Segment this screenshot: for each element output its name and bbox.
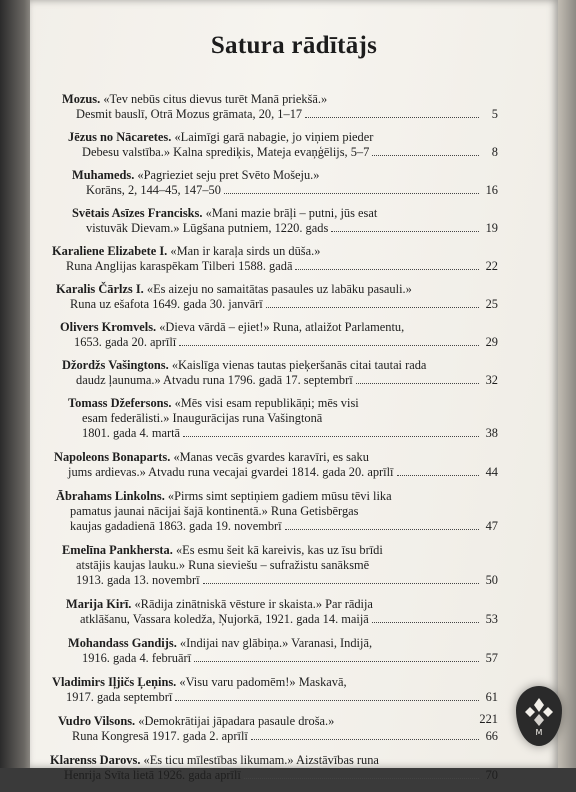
toc-quote: «Kaislīga vienas tautas pieķeršanās citai tautai rada [171, 358, 427, 372]
toc-source: atstājis kaujas lauku.» Runa sieviešu – sufražistu sanāksmē [76, 558, 370, 572]
toc-quote: «Pirms simt septiņiem gadiem mūsu tēvi lika [167, 489, 392, 503]
toc-source: 1913. gada 13. novembrī [76, 573, 200, 587]
toc-source: Henrija Svīta lietā 1926. gada aprīlī [64, 768, 241, 782]
toc-leader-dots [331, 231, 479, 232]
toc-leader-dots [175, 700, 479, 701]
toc-leader-dots [285, 529, 479, 530]
toc-entry-source-line [62, 573, 498, 588]
toc-source: daudz ļaunuma.» Atvadu runa 1796. gadā 17. septembrī [76, 373, 353, 387]
toc-entry-heading [56, 282, 498, 297]
toc-source: Korāns, 2, 144–45, 147–50 [86, 183, 221, 197]
diamond-icon [524, 696, 554, 736]
toc-source: kaujas gadadienā 1863. gada 19. novembrī [70, 519, 282, 533]
toc-quote: «Rādija zinātniskā vēsture ir skaista.» Par rādija [134, 597, 373, 611]
toc-source: 1801. gada 4. martā [82, 426, 181, 440]
toc-entry-heading [72, 168, 498, 183]
toc-source: esam federālisti.» Inaugurācijas runa Vašingtonā [82, 411, 323, 425]
toc-leader-dots [224, 193, 479, 194]
toc-entry-heading [50, 753, 498, 768]
toc-entry-heading [68, 636, 498, 651]
toc-entry-source-line [66, 612, 498, 627]
toc-entry-heading [66, 597, 498, 612]
toc-entry-heading [62, 543, 498, 558]
toc-page-number: 16 [485, 183, 498, 197]
toc-entry-source-line [58, 729, 498, 744]
toc-entry-source-line [56, 504, 498, 519]
toc-entry-source-line [72, 183, 498, 198]
toc-author: Karaliene Elizabete I. [52, 244, 168, 258]
toc-entry[interactable] [30, 244, 558, 274]
toc-quote: «Mēs visi esam republikāņi; mēs visi [174, 396, 359, 410]
toc-leader-dots [356, 383, 479, 384]
toc-page-number: 47 [485, 519, 498, 533]
toc-source: Runa Kongresā 1917. gada 2. aprīlī [72, 729, 248, 743]
toc-author: Emelīna Pankhersta. [62, 543, 173, 557]
toc-page-number: 57 [485, 651, 498, 665]
toc-quote: «Indijai nav glābiņa.» Varanasi, Indijā, [179, 636, 373, 650]
toc-author: Mohandass Gandijs. [68, 636, 177, 650]
toc-author: Svētais Asīzes Francisks. [72, 206, 203, 220]
toc-page-number: 22 [485, 259, 498, 273]
toc-page-number: 19 [485, 221, 498, 235]
toc-entry[interactable] [30, 358, 558, 388]
toc-source: 1917. gada septembrī [66, 690, 173, 704]
page-title: Satura rādītājs [210, 32, 378, 59]
toc-entry[interactable] [30, 753, 558, 783]
toc-author: Napoleons Bonaparts. [54, 450, 171, 464]
toc-entry-source-line [54, 465, 498, 480]
toc-entry-heading [62, 92, 498, 107]
toc-page-number: 70 [485, 768, 498, 782]
toc-entry[interactable] [30, 543, 558, 588]
page-number: 221 [479, 712, 498, 726]
toc-author: Vladimirs Iļjičs Ļeņins. [52, 675, 177, 689]
toc-source: Runa uz ešafota 1649. gada 30. janvārī [70, 297, 263, 311]
toc-author: Marija Kirī. [66, 597, 132, 611]
toc-entry-source-line [56, 297, 498, 312]
toc-author: Muhameds. [72, 168, 135, 182]
toc-page-number: 66 [485, 729, 498, 743]
toc-entry-heading [52, 675, 498, 690]
toc-entry-source-line [52, 690, 498, 705]
toc-quote: «Es ticu mīlestības likumam.» Aizstāvības runa [143, 753, 379, 767]
toc-source: atklāšanu, Vassara koledža, Ņujorkā, 1921. gada 14. maijā [80, 612, 369, 626]
toc-entry-source-line [68, 426, 498, 441]
toc-source: pamatus jaunai nācijai šajā kontinentā.» Runa Getisbērgas [70, 504, 359, 518]
toc-entry-source-line [68, 145, 498, 160]
book-page [30, 0, 558, 782]
toc-page-number: 8 [491, 145, 498, 159]
toc-page-number: 25 [485, 297, 498, 311]
toc-quote: «Laimīgi garā nabagie, jo viņiem pieder [174, 130, 374, 144]
toc-author: Olivers Kromvels. [60, 320, 157, 334]
toc-entry[interactable] [30, 489, 558, 534]
toc-author: Džordžs Vašingtons. [62, 358, 169, 372]
toc-quote: «Es esmu šeit kā kareivis, kas uz īsu brīdi [175, 543, 383, 557]
toc-author: Mozus. [62, 92, 101, 106]
toc-leader-dots [251, 739, 479, 740]
toc-leader-dots [179, 345, 479, 346]
svg-text:M: M [535, 728, 543, 737]
toc-quote: «Mani mazie brāļi – putni, jūs esat [205, 206, 378, 220]
toc-page-number: 29 [485, 335, 498, 349]
toc-author: Ābrahams Linkolns. [56, 489, 165, 503]
toc-leader-dots [295, 269, 479, 270]
toc-leader-dots [372, 622, 479, 623]
toc-page-number: 61 [485, 690, 498, 704]
toc-source: 1653. gada 20. aprīlī [74, 335, 177, 349]
toc-entry[interactable] [30, 597, 558, 627]
toc-entry-heading [60, 320, 498, 335]
toc-leader-dots [305, 117, 479, 118]
toc-author: Vudro Vilsons. [58, 714, 136, 728]
toc-author: Tomass Džefersons. [68, 396, 172, 410]
toc-entry-source-line [68, 411, 498, 426]
toc-entry-source-line [72, 221, 498, 236]
table-of-contents [30, 92, 558, 792]
toc-entry-heading [52, 244, 498, 259]
toc-author: Jēzus no Nācaretes. [68, 130, 172, 144]
toc-quote: «Es aizeju no samaitātas pasaules uz labāku pasauli.» [146, 282, 412, 296]
toc-page-number: 5 [491, 107, 498, 121]
toc-leader-dots [183, 436, 479, 437]
toc-entry-source-line [68, 651, 498, 666]
toc-entry-source-line [56, 519, 498, 534]
toc-source: vistuvāk Dievam.» Lūgšana putniem, 1220. gads [86, 221, 329, 235]
toc-entry-heading [56, 489, 498, 504]
toc-entry[interactable] [30, 675, 558, 705]
toc-entry-heading [62, 358, 498, 373]
toc-quote: «Pagrieziet seju pret Svēto Mošeju.» [137, 168, 320, 182]
toc-leader-dots [266, 307, 479, 308]
toc-leader-dots [397, 475, 480, 476]
toc-entry-source-line [62, 558, 498, 573]
toc-entry[interactable] [30, 92, 558, 122]
toc-entry[interactable] [30, 282, 558, 312]
toc-author: Karalis Čārlzs I. [56, 282, 144, 296]
toc-page-number: 38 [485, 426, 498, 440]
toc-entry-source-line [62, 107, 498, 122]
toc-source: 1916. gada 4. februārī [82, 651, 192, 665]
toc-leader-dots [244, 778, 479, 779]
toc-entry-source-line [50, 768, 498, 783]
toc-quote: «Tev nebūs citus dievus turēt Manā priekšā.» [103, 92, 328, 106]
toc-entry[interactable] [30, 396, 558, 441]
toc-leader-dots [203, 583, 479, 584]
toc-leader-dots [372, 155, 479, 156]
toc-author: Klarenss Darovs. [50, 753, 141, 767]
toc-source: Desmit bauslī, Otrā Mozus grāmata, 20, 1–17 [76, 107, 303, 121]
toc-page-number: 44 [485, 465, 498, 479]
toc-entry-heading [54, 450, 498, 465]
toc-entry-heading [58, 714, 498, 729]
toc-entry[interactable] [30, 168, 558, 198]
toc-quote: «Demokrātijai jāpadara pasaule droša.» [138, 714, 335, 728]
toc-source: Debesu valstība.» Kalna sprediķis, Mateja evaņģēlijs, 5–7 [82, 145, 370, 159]
toc-page-number: 53 [485, 612, 498, 626]
toc-entry-heading [68, 130, 498, 145]
toc-entry[interactable] [30, 450, 558, 480]
toc-entry[interactable] [30, 636, 558, 666]
toc-quote: «Dieva vārdā – ejiet!» Runa, atlaižot Parlamentu, [159, 320, 405, 334]
toc-entry-heading [72, 206, 498, 221]
toc-quote: «Man ir karaļa sirds un dūša.» [170, 244, 321, 258]
toc-entry[interactable] [30, 320, 558, 350]
toc-page-number: 50 [485, 573, 498, 587]
toc-quote: «Visu varu padomēm!» Maskavā, [179, 675, 347, 689]
toc-source: jums ardievas.» Atvadu runa vecajai gvardei 1814. gada 20. aprīlī [68, 465, 394, 479]
toc-page-number: 32 [485, 373, 498, 387]
toc-entry-heading [68, 396, 498, 411]
toc-entry-source-line [62, 373, 498, 388]
toc-entry[interactable] [30, 206, 558, 236]
toc-source: Runa Anglijas karaspēkam Tilberi 1588. gadā [66, 259, 293, 273]
toc-entry[interactable] [30, 130, 558, 160]
toc-entry-source-line [52, 259, 498, 274]
toc-quote: «Manas vecās gvardes karavīri, es saku [173, 450, 369, 464]
toc-leader-dots [194, 661, 479, 662]
toc-entry-source-line [60, 335, 498, 350]
